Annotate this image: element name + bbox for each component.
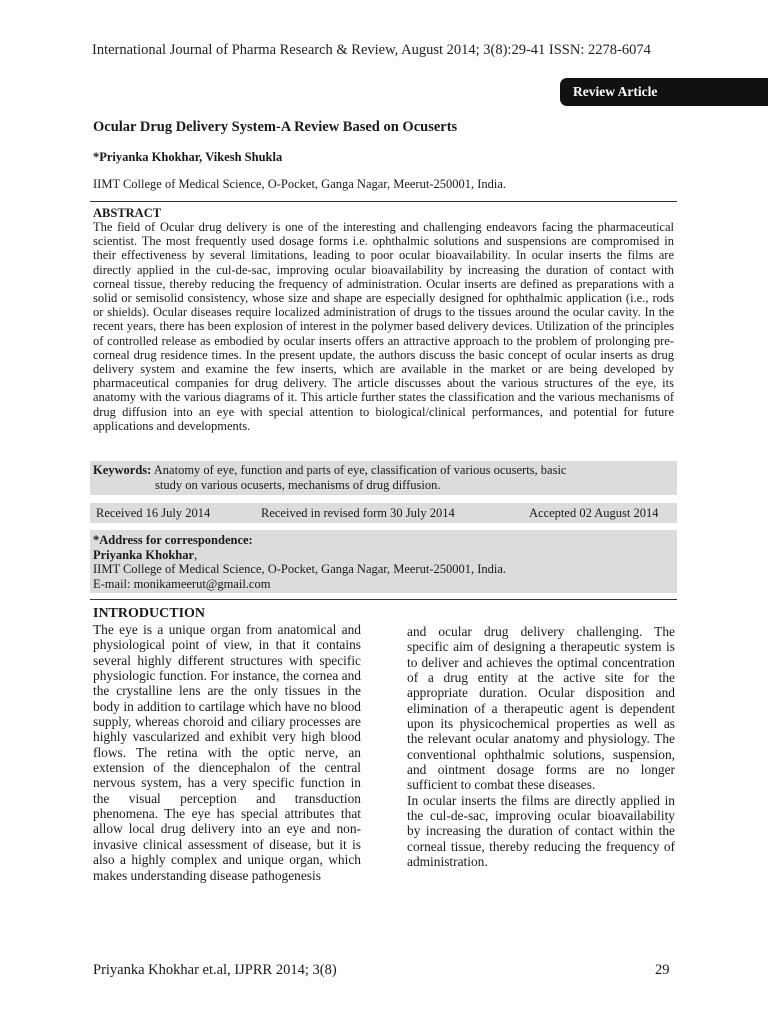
divider (90, 201, 677, 202)
correspondence-address: IIMT College of Medical Science, O-Pocket, Ganga Nagar, Meerut-250001, India. (93, 562, 507, 577)
accepted-date: Accepted 02 August 2014 (529, 506, 659, 520)
introduction-left-column (93, 622, 361, 883)
abstract-text: The field of Ocular drug delivery is one of the interesting and challenging endeavors facing the pharmaceutical scientist. The most frequently used dosage forms i.e. ophthalmic solutions and suspensions are compromised in their effectiveness by several limitations, leading to poor ocular bioavailability. In ocular inserts the films are directly applied in the cul-de-sac, improving ocular bioavailability by increasing the duration of contact with corneal tissue, thereby reducing the frequency of administration. Ocular inserts are defined as preparations with a solid or semisolid consistency, whose size and shape are especially designed for ophthalmic application (i.e., rods or shields). Ocular diseases require localized administration of drugs to the tissues around the ocular cavity. In the recent years, there has been explosion of interest in the polymer based delivery devices. Utilization of the principles of controlled release as embodied by ocular inserts offers an attractive approach to the problem of prolonging pre-corneal drug residence times. In the present update, the authors discuss the basic concept of ocular inserts as drug delivery system and examine the few inserts, which are available in the market or are being developed by pharmaceutical companies for drug delivery. The article discusses about the various structures of the eye, its anatomy with the various diagrams of it. This article further states the classification and the various mechanisms of drug diffusion into an eye with special attention to biological/clinical performances, and potential for future applications and developments. (93, 220, 674, 433)
correspondence (93, 533, 506, 591)
article-type-badge: Review Article (560, 78, 768, 106)
correspondence-name: Priyanka Khokhar (93, 547, 195, 562)
correspondence-heading: *Address for correspondence: (93, 533, 253, 547)
journal-citation-header: International Journal of Pharma Research & Review, August 2014; 3(8):29-41 ISSN: 2278-6074 (92, 42, 651, 58)
keywords (93, 463, 603, 493)
divider (90, 599, 677, 600)
introduction-right-column (407, 624, 675, 870)
affiliation: IIMT College of Medical Science, O-Pocket, Ganga Nagar, Meerut-250001, India. (93, 177, 507, 191)
footer-citation: Priyanka Khokhar et.al, IJPRR 2014; 3(8) (93, 962, 337, 978)
page-number: 29 (655, 962, 670, 978)
received-date: Received 16 July 2014 (96, 506, 211, 520)
introduction-paragraph: In ocular inserts the films are directly applied in the cul-de-sac, improving ocular bioavailability by increasing the duration of contact within the corneal tissue, thereby reducing the frequency of administration. (407, 792, 675, 870)
keywords-label: Keywords: (93, 463, 152, 477)
correspondence-email: E-mail: monikameerut@gmail.com (93, 576, 271, 591)
introduction-heading: INTRODUCTION (93, 606, 206, 621)
abstract-heading: ABSTRACT (93, 206, 162, 220)
introduction-paragraph: The eye is a unique organ from anatomical and physiological point of view, in that it contains several highly different structures with specific physiologic function. For instance, the cornea and the crystalline lens are the only tissues in the body in addition to cartilage which have no blood supply, whereas choroid and ciliary processes are highly vascularized and exhibit very high blood flows. The retina with the optic nerve, an extension of the diencephalon of the central nervous system, has a very specific function in the visual perception and transduction phenomena. The eye has special attributes that allow local drug delivery into an eye and non-invasive clinical assessment of disease, but it is also a highly complex and unique organ, which makes understanding disease pathogenesis (93, 622, 361, 883)
keywords-line-2: study on various ocuserts, mechanisms of drug diffusion. (155, 478, 441, 492)
introduction-paragraph: and ocular drug delivery challenging. The specific aim of designing a therapeutic system is to deliver and achieves the optimal concentration of a drug entity at the active site for the appropriate duration. Ocular disposition and elimination of a therapeutic agent is dependent upon its physicochemical properties as well as the relevant ocular anatomy and physiology. The conventional ophthalmic solutions, suspension, and ointment dosage forms are no longer sufficient to combat these diseases. (407, 624, 675, 793)
revised-date: Received in revised form 30 July 2014 (261, 506, 455, 520)
paper-title: Ocular Drug Delivery System-A Review Based on Ocuserts (93, 119, 458, 135)
correspondence-name-suffix: , (194, 547, 198, 562)
authors: *Priyanka Khokhar, Vikesh Shukla (93, 150, 283, 164)
keywords-line-1: Anatomy of eye, function and parts of eye, classification of various ocuserts, basic (153, 463, 567, 477)
